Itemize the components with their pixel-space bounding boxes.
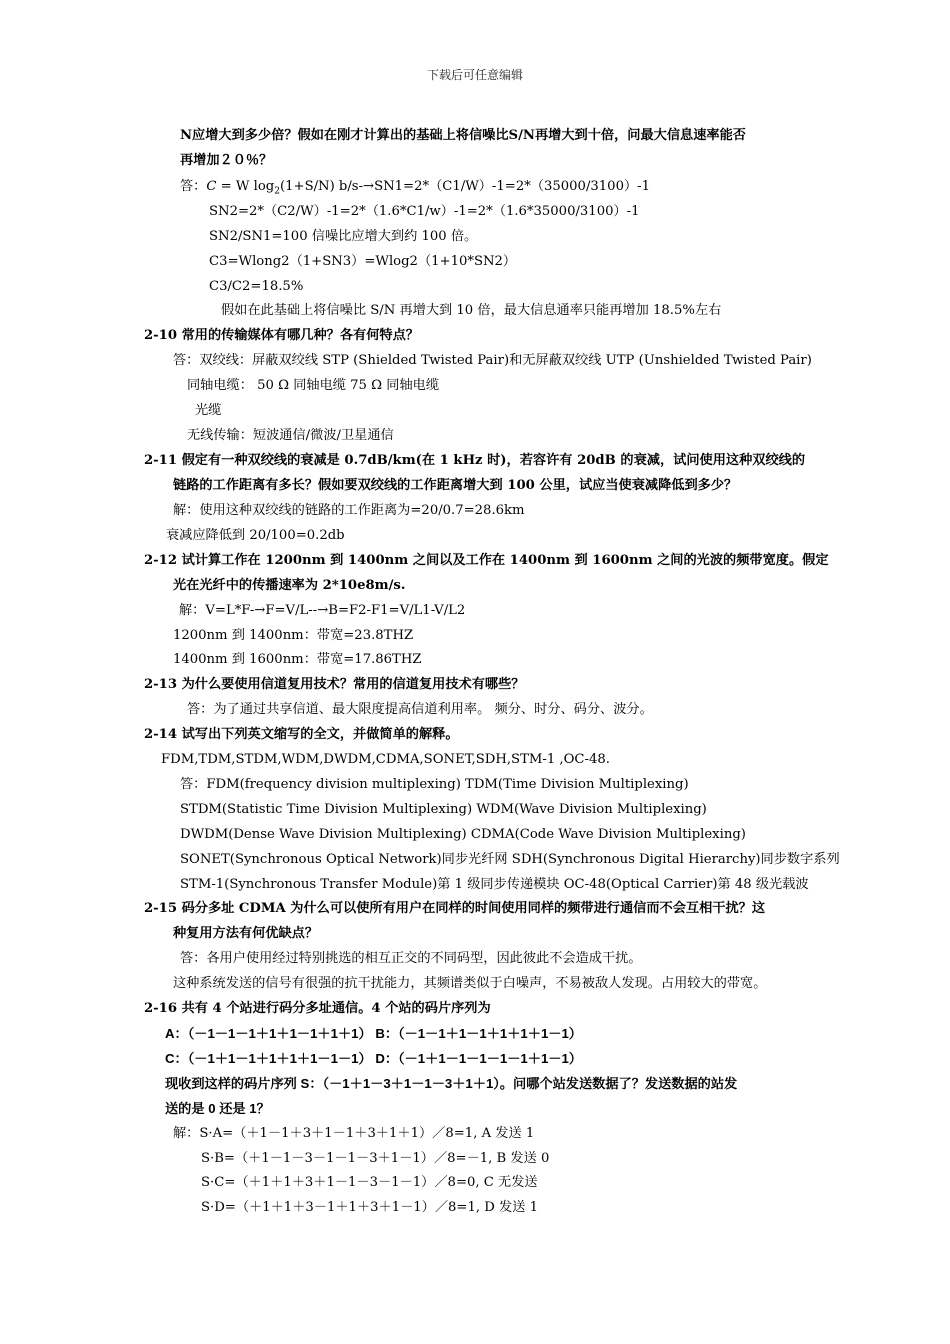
answer-label: 答： bbox=[180, 179, 207, 194]
answer-line: 答：FDM(frequency division multiplexing) TDM(Time Division Multiplexing) bbox=[180, 777, 689, 792]
question-title: 2-11 假定有一种双绞线的衰减是 0.7dB/km(在 1 kHz 时)，若容许有 20dB 的衰减，试问使用这种双绞线的 bbox=[144, 453, 806, 468]
question-line: 再增加２０％？ bbox=[180, 153, 273, 168]
answer-line: S·C=（＋1＋1＋3＋1－1－3－1－1）／8=0, C 无发送 bbox=[201, 1175, 538, 1190]
formula-subscript: 2 bbox=[274, 186, 280, 197]
question-title: 光在光纤中的传播速率为 2*10e8m/s. bbox=[173, 578, 406, 593]
page-header: 下载后可任意编辑 bbox=[426, 68, 523, 82]
answer-line: DWDM(Dense Wave Division Multiplexing) CDMA(Code Wave Division Multiplexing) bbox=[180, 827, 746, 842]
formula-mid: = W log bbox=[216, 179, 275, 194]
answer-line: S·D=（＋1＋1＋3－1＋1＋3＋1－1）／8=1, D 发送 1 bbox=[201, 1200, 538, 1215]
answer-line: 同轴电缆： 50 Ω 同轴电缆 75 Ω 同轴电缆 bbox=[187, 378, 440, 393]
answer-line: 1400nm 到 1600nm：带宽=17.86THZ bbox=[173, 652, 422, 667]
answer-line: 衰减应降低到 20/100=0.2db bbox=[166, 528, 345, 543]
formula-tail: (1+S/N) b/s-→SN1=2*（C1/W）-1=2*（35000/3100）-1 bbox=[279, 179, 650, 194]
question-title: 链路的工作距离有多长？假如要双绞线的工作距离增大到 100 公里，试应当使衰减降低到多少？ bbox=[173, 478, 738, 493]
answer-line: 这种系统发送的信号有很强的抗干扰能力，其频谱类似于白噪声，不易被敌人发现。占用较大的带宽。 bbox=[173, 976, 767, 991]
answer-line: C3/C2=18.5% bbox=[209, 279, 304, 294]
answer-line: SONET(Synchronous Optical Network)同步光纤网 SDH(Synchronous Digital Hierarchy)同步数字系列 bbox=[180, 852, 840, 867]
question-title: 2-15 码分多址 CDMA 为什么可以使所有用户在同样的时间使用同样的频带进行通信而不会互相干扰？这 bbox=[144, 901, 766, 916]
question-line: N应增大到多少倍？假如在刚才计算出的基础上将信噪比S/N再增大到十倍，问最大信息速率能否 bbox=[180, 128, 746, 143]
chip-sequences: A：（－1－1－1＋1＋1－1＋1＋1） B：（－1－1＋1－1＋1＋1＋1－1） bbox=[165, 1026, 582, 1041]
answer-line: 解：S·A=（＋1－1＋3＋1－1＋3＋1＋1）／8=1, A 发送 1 bbox=[173, 1126, 535, 1141]
answer-line: 无线传输：短波通信/微波/卫星通信 bbox=[187, 428, 394, 443]
answer-line: SN2/SN1=100 信噪比应增大到约 100 倍。 bbox=[209, 229, 478, 244]
answer-line: 光缆 bbox=[195, 403, 222, 418]
answer-formula bbox=[180, 178, 650, 201]
answer-line: SN2=2*（C2/W）-1=2*（1.6*C1/w）-1=2*（1.6*35000/3100）-1 bbox=[209, 204, 640, 219]
question-title: 2-13 为什么要使用信道复用技术？常用的信道复用技术有哪些？ bbox=[144, 677, 525, 692]
received-sequence: 现收到这样的码片序列 S：（－1＋1－3＋1－1－3＋1＋1）。问哪个站发送数据了？发送数据的站发 bbox=[165, 1076, 738, 1091]
answer-line: 答：各用户使用经过特别挑选的相互正交的不同码型，因此彼此不会造成干扰。 bbox=[180, 951, 642, 966]
question-title: 2-10 常用的传输媒体有哪几种？各有何特点？ bbox=[144, 328, 419, 343]
answer-line: 1200nm 到 1400nm：带宽=23.8THZ bbox=[173, 628, 414, 643]
answer-line: STDM(Statistic Time Division Multiplexing) WDM(Wave Division Multiplexing) bbox=[180, 802, 707, 817]
question-title: 2-16 共有 4 个站进行码分多址通信。4 个站的码片序列为 bbox=[144, 1001, 491, 1016]
answer-line: STM-1(Synchronous Transfer Module)第 1 级同步传递模块 OC-48(Optical Carrier)第 48 级光载波 bbox=[180, 877, 809, 892]
formula-c: C bbox=[206, 179, 217, 194]
chip-sequences: C：（－1＋1－1＋1＋1＋1－1－1） D：（－1＋1－1－1－1－1＋1－1） bbox=[165, 1051, 582, 1066]
abbreviation-list: FDM,TDM,STDM,WDM,DWDM,CDMA,SONET,SDH,STM-1 ,OC-48. bbox=[161, 752, 610, 767]
answer-line: C3=Wlong2（1+SN3）=Wlog2（1+10*SN2） bbox=[209, 254, 517, 269]
answer-line: 解：V=L*F-→F=V/L--→B=F2-F1=V/L1-V/L2 bbox=[179, 603, 466, 618]
question-title: 种复用方法有何优缺点？ bbox=[173, 926, 319, 941]
answer-line: S·B=（＋1－1－3－1－1－3＋1－1）／8=－1, B 发送 0 bbox=[201, 1151, 550, 1166]
answer-line: 答：为了通过共享信道、最大限度提高信道利用率。 频分、时分、码分、波分。 bbox=[187, 702, 653, 717]
answer-line: 解：使用这种双绞线的链路的工作距离为=20/0.7=28.6km bbox=[173, 503, 525, 518]
question-title: 2-12 试计算工作在 1200nm 到 1400nm 之间以及工作在 1400nm 到 1600nm 之间的光波的频带宽度。假定 bbox=[144, 553, 829, 568]
question-title: 2-14 试写出下列英文缩写的全文，并做简单的解释。 bbox=[144, 727, 459, 742]
received-sequence: 送的是 0 还是 1？ bbox=[165, 1101, 270, 1116]
answer-line: 假如在此基础上将信噪比 S/N 再增大到 10 倍，最大信息通率只能再增加 18.5%左右 bbox=[221, 303, 722, 318]
answer-line: 答：双绞线：屏蔽双绞线 STP (Shielded Twisted Pair)和无屏蔽双绞线 UTP (Unshielded Twisted Pair) bbox=[173, 353, 812, 368]
